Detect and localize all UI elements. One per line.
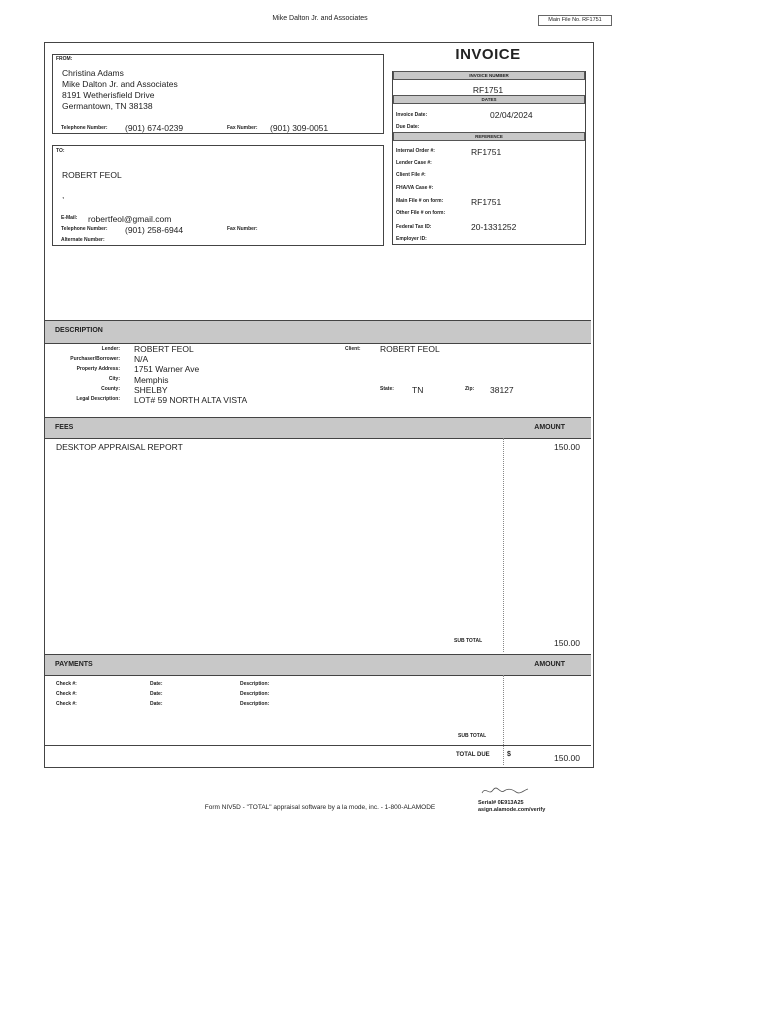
to-phone-label: Telephone Number:	[61, 226, 108, 232]
total-due-label: TOTAL DUE	[456, 752, 490, 758]
federal-tax-label: Federal Tax ID:	[396, 224, 432, 230]
city-value: Memphis	[134, 375, 169, 385]
state-value: TN	[412, 385, 424, 395]
legal-description-label: Legal Description:	[76, 396, 120, 402]
to-alt-label: Alternate Number:	[61, 237, 105, 243]
state-label: State:	[380, 386, 394, 392]
top-company-name: Mike Dalton Jr. and Associates	[272, 15, 368, 22]
to-email: robertfeol@gmail.com	[88, 214, 172, 224]
lender-label: Lender:	[101, 346, 120, 352]
verify-link[interactable]: asign.alamode.com/verify	[478, 807, 546, 813]
main-file-badge: Main File No. RF1751	[538, 15, 612, 26]
from-line-1: Christina Adams	[62, 68, 124, 78]
description-header-label: DESCRIPTION	[55, 327, 103, 334]
desc-label-3: Description:	[240, 701, 270, 707]
city-label: City:	[108, 376, 120, 382]
description-header	[45, 320, 591, 344]
to-line-2: ,	[62, 190, 65, 200]
fees-subtotal: 150.00	[554, 638, 580, 648]
purchaser-value: N/A	[134, 354, 149, 364]
fees-amount-header: AMOUNT	[534, 424, 565, 431]
fees-subtotal-label: SUB TOTAL	[454, 638, 483, 644]
from-line-2: Mike Dalton Jr. and Associates	[62, 79, 178, 89]
client-file-label: Client File #:	[396, 172, 426, 178]
county-label: County:	[101, 386, 120, 392]
date-label-2: Date:	[150, 691, 163, 697]
payments-header	[45, 654, 591, 676]
fee-item-amount: 150.00	[554, 442, 580, 452]
fee-item-desc: DESKTOP APPRAISAL REPORT	[56, 442, 183, 452]
desc-label-1: Description:	[240, 681, 270, 687]
fees-column-divider	[503, 438, 504, 652]
internal-order-label: Internal Order #:	[396, 148, 435, 154]
invoice-date: 02/04/2024	[490, 110, 533, 120]
payments-subtotal-label: SUB TOTAL	[458, 733, 487, 739]
to-fax-label: Fax Number:	[227, 226, 258, 232]
county-value: SHELBY	[134, 385, 168, 395]
invoice-number-value: RF1751	[472, 85, 504, 95]
main-file-label: Main File # on form:	[396, 198, 444, 204]
zip-value: 38127	[490, 385, 514, 395]
from-phone: (901) 674-0239	[125, 123, 184, 133]
date-label-3: Date:	[150, 701, 163, 707]
property-address-label: Property Address:	[76, 366, 120, 372]
total-due-value: 150.00	[554, 753, 580, 763]
federal-tax-value: 20-1331252	[471, 222, 517, 232]
date-label-1: Date:	[150, 681, 163, 687]
client-label: Client:	[345, 346, 361, 352]
internal-order: RF1751	[471, 147, 502, 157]
property-address: 1751 Warner Ave	[134, 364, 200, 374]
from-label: FROM:	[56, 56, 73, 62]
payments-divider	[45, 745, 591, 746]
check-label-1: Check #:	[56, 681, 77, 687]
main-file-value: RF1751	[471, 197, 502, 207]
from-phone-label: Telephone Number:	[61, 125, 108, 131]
zip-label: Zip:	[465, 386, 475, 392]
payments-amount-header: AMOUNT	[534, 661, 565, 668]
invoice-date-label: Invoice Date:	[396, 112, 428, 118]
from-fax: (901) 309-0051	[270, 123, 329, 133]
fees-header-label: FEES	[55, 424, 74, 431]
check-label-3: Check #:	[56, 701, 77, 707]
from-fax-label: Fax Number:	[227, 125, 258, 131]
fees-header	[45, 417, 591, 439]
invoice-title: INVOICE	[455, 46, 521, 63]
reference-header: REFERENCE	[393, 132, 585, 141]
purchaser-label: Purchaser/Borrower:	[70, 356, 120, 362]
signature-mark	[480, 784, 530, 798]
fha-case-label: FHA/VA Case #:	[396, 185, 434, 191]
other-file-label: Other File # on form:	[396, 210, 446, 216]
to-phone: (901) 258-6944	[125, 225, 184, 235]
to-email-label: E-Mail:	[61, 215, 78, 221]
legal-description: LOT# 59 NORTH ALTA VISTA	[134, 395, 248, 405]
from-line-4: Germantown, TN 38138	[62, 101, 153, 111]
employer-id-label: Employer ID:	[396, 236, 427, 242]
desc-label-2: Description:	[240, 691, 270, 697]
check-label-2: Check #:	[56, 691, 77, 697]
payments-column-divider	[503, 675, 504, 765]
dates-header: DATES	[393, 95, 585, 104]
lender-case-label: Lender Case #:	[396, 160, 432, 166]
client-value: ROBERT FEOL	[380, 344, 440, 354]
to-name: ROBERT FEOL	[62, 170, 122, 180]
to-label: TO:	[56, 148, 65, 154]
invoice-number-header: INVOICE NUMBER	[393, 71, 585, 80]
payments-header-label: PAYMENTS	[55, 661, 93, 668]
from-line-3: 8191 Wetherisfield Drive	[62, 90, 155, 100]
lender-value: ROBERT FEOL	[134, 344, 194, 354]
form-footer: Form NIV5D - "TOTAL" appraisal software by a la mode, inc. - 1-800-ALAMODE	[204, 804, 436, 811]
serial-number: Serial# 0E913A25	[478, 800, 524, 806]
total-currency: $	[507, 751, 511, 758]
due-date-label: Due Date:	[396, 124, 420, 130]
